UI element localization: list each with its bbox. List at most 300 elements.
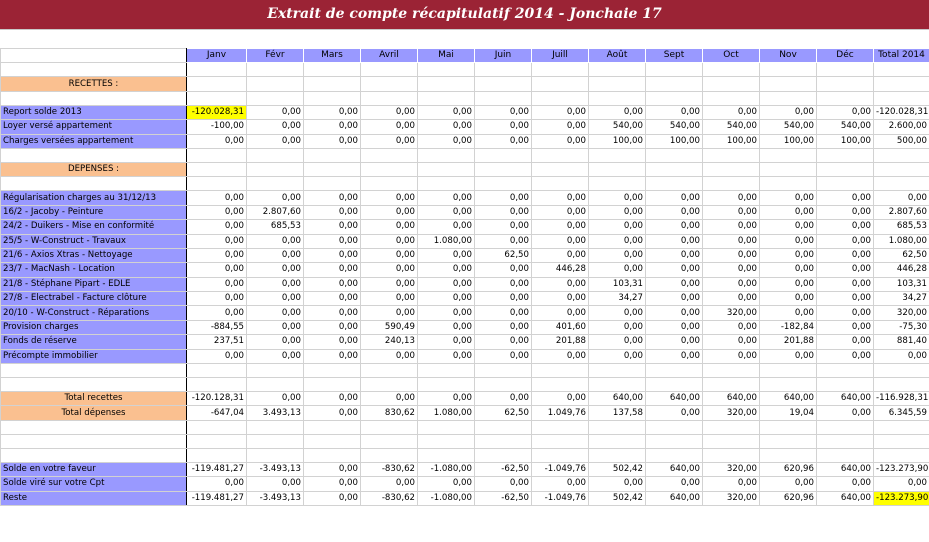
- value-cell[interactable]: 0,00: [247, 134, 304, 148]
- value-cell[interactable]: 0,00: [646, 205, 703, 219]
- value-cell[interactable]: -120.028,31: [187, 105, 247, 119]
- value-cell[interactable]: 640,00: [646, 392, 703, 406]
- value-cell[interactable]: 0,00: [418, 320, 475, 334]
- blank-cell[interactable]: [703, 364, 760, 378]
- blank-cell[interactable]: [874, 77, 929, 91]
- value-cell[interactable]: 0,00: [304, 349, 361, 363]
- value-cell[interactable]: 320,00: [703, 462, 760, 476]
- value-cell[interactable]: 201,88: [532, 335, 589, 349]
- value-cell[interactable]: 0,00: [361, 120, 418, 134]
- value-cell[interactable]: 0,00: [817, 320, 874, 334]
- blank-cell[interactable]: [589, 434, 646, 448]
- value-cell[interactable]: 0,00: [475, 320, 532, 334]
- value-cell[interactable]: 0,00: [418, 205, 475, 219]
- value-cell[interactable]: 62,50: [874, 248, 929, 262]
- blank-cell[interactable]: [817, 77, 874, 91]
- blank-cell[interactable]: [532, 364, 589, 378]
- value-cell[interactable]: 640,00: [589, 392, 646, 406]
- value-cell[interactable]: 0,00: [304, 335, 361, 349]
- value-cell[interactable]: -75,30: [874, 320, 929, 334]
- value-cell[interactable]: 0,00: [304, 191, 361, 205]
- value-cell[interactable]: 640,00: [703, 392, 760, 406]
- blank-cell[interactable]: [532, 162, 589, 176]
- row-label[interactable]: Total recettes: [1, 392, 187, 406]
- value-cell[interactable]: 0,00: [532, 134, 589, 148]
- blank-cell[interactable]: [475, 364, 532, 378]
- month-header-9[interactable]: Sept: [646, 49, 703, 63]
- value-cell[interactable]: 0,00: [418, 105, 475, 119]
- blank-cell[interactable]: [589, 91, 646, 105]
- blank-cell[interactable]: [646, 434, 703, 448]
- value-cell[interactable]: 0,00: [475, 277, 532, 291]
- value-cell[interactable]: 0,00: [703, 477, 760, 491]
- value-cell[interactable]: 0,00: [304, 134, 361, 148]
- value-cell[interactable]: 540,00: [589, 120, 646, 134]
- value-cell[interactable]: 0,00: [817, 292, 874, 306]
- blank-cell[interactable]: [475, 148, 532, 162]
- value-cell[interactable]: -884,55: [187, 320, 247, 334]
- value-cell[interactable]: 502,42: [589, 462, 646, 476]
- value-cell[interactable]: 446,28: [532, 263, 589, 277]
- blank-cell[interactable]: [760, 77, 817, 91]
- value-cell[interactable]: -1.049,76: [532, 462, 589, 476]
- blank-cell[interactable]: [475, 177, 532, 191]
- value-cell[interactable]: 0,00: [703, 191, 760, 205]
- row-label[interactable]: 21/8 - Stéphane Pipart - EDLE: [1, 277, 187, 291]
- value-cell[interactable]: 0,00: [589, 191, 646, 205]
- value-cell[interactable]: 0,00: [247, 392, 304, 406]
- blank-cell[interactable]: [1, 177, 187, 191]
- blank-cell[interactable]: [247, 63, 304, 77]
- blank-cell[interactable]: [760, 63, 817, 77]
- value-cell[interactable]: -3.493,13: [247, 491, 304, 505]
- row-label[interactable]: 16/2 - Jacoby - Peinture: [1, 205, 187, 219]
- blank-cell[interactable]: [1, 378, 187, 392]
- blank-cell[interactable]: [361, 448, 418, 462]
- value-cell[interactable]: 0,00: [646, 234, 703, 248]
- value-cell[interactable]: 0,00: [589, 234, 646, 248]
- value-cell[interactable]: 590,49: [361, 320, 418, 334]
- blank-cell[interactable]: [760, 162, 817, 176]
- value-cell[interactable]: 0,00: [361, 105, 418, 119]
- blank-cell[interactable]: [1, 434, 187, 448]
- blank-cell[interactable]: [187, 77, 247, 91]
- value-cell[interactable]: 0,00: [817, 277, 874, 291]
- blank-cell[interactable]: [304, 448, 361, 462]
- row-label[interactable]: Loyer versé appartement: [1, 120, 187, 134]
- value-cell[interactable]: 0,00: [817, 205, 874, 219]
- value-cell[interactable]: 0,00: [703, 234, 760, 248]
- month-header-8[interactable]: Août: [589, 49, 646, 63]
- blank-cell[interactable]: [817, 63, 874, 77]
- value-cell[interactable]: 3.493,13: [247, 406, 304, 420]
- row-label[interactable]: Régularisation charges au 31/12/13: [1, 191, 187, 205]
- value-cell[interactable]: -182,84: [760, 320, 817, 334]
- blank-cell[interactable]: [646, 63, 703, 77]
- blank-cell[interactable]: [589, 378, 646, 392]
- row-label[interactable]: 21/6 - Axios Xtras - Nettoyage: [1, 248, 187, 262]
- value-cell[interactable]: 0,00: [304, 220, 361, 234]
- section-label[interactable]: DEPENSES :: [1, 162, 187, 176]
- value-cell[interactable]: 0,00: [703, 205, 760, 219]
- value-cell[interactable]: 0,00: [760, 105, 817, 119]
- value-cell[interactable]: 0,00: [703, 349, 760, 363]
- month-header-4[interactable]: Avril: [361, 49, 418, 63]
- value-cell[interactable]: 62,50: [475, 406, 532, 420]
- value-cell[interactable]: 0,00: [361, 234, 418, 248]
- blank-cell[interactable]: [475, 434, 532, 448]
- row-label[interactable]: Précompte immobilier: [1, 349, 187, 363]
- section-label[interactable]: RECETTES :: [1, 77, 187, 91]
- value-cell[interactable]: 0,00: [760, 477, 817, 491]
- value-cell[interactable]: 0,00: [247, 477, 304, 491]
- value-cell[interactable]: 0,00: [304, 248, 361, 262]
- value-cell[interactable]: -120.028,31: [874, 105, 929, 119]
- value-cell[interactable]: 0,00: [817, 406, 874, 420]
- value-cell[interactable]: 0,00: [304, 491, 361, 505]
- blank-cell[interactable]: [361, 378, 418, 392]
- blank-cell[interactable]: [304, 364, 361, 378]
- value-cell[interactable]: 0,00: [589, 263, 646, 277]
- blank-cell[interactable]: [532, 148, 589, 162]
- blank-cell[interactable]: [703, 434, 760, 448]
- value-cell[interactable]: 0,00: [703, 105, 760, 119]
- blank-cell[interactable]: [589, 177, 646, 191]
- blank-cell[interactable]: [475, 91, 532, 105]
- value-cell[interactable]: 640,00: [817, 392, 874, 406]
- blank-cell[interactable]: [703, 91, 760, 105]
- blank-cell[interactable]: [817, 148, 874, 162]
- row-label[interactable]: 25/5 - W-Construct - Travaux: [1, 234, 187, 248]
- value-cell[interactable]: -830,62: [361, 491, 418, 505]
- blank-cell[interactable]: [817, 364, 874, 378]
- blank-cell[interactable]: [817, 378, 874, 392]
- value-cell[interactable]: 0,00: [589, 320, 646, 334]
- blank-cell[interactable]: [418, 177, 475, 191]
- value-cell[interactable]: 446,28: [874, 263, 929, 277]
- value-cell[interactable]: -123.273,90: [874, 462, 929, 476]
- value-cell[interactable]: 0,00: [532, 349, 589, 363]
- value-cell[interactable]: 0,00: [532, 120, 589, 134]
- blank-cell[interactable]: [1, 148, 187, 162]
- value-cell[interactable]: 0,00: [703, 292, 760, 306]
- blank-cell[interactable]: [475, 378, 532, 392]
- blank-cell[interactable]: [703, 378, 760, 392]
- value-cell[interactable]: 0,00: [646, 306, 703, 320]
- month-header-11[interactable]: Nov: [760, 49, 817, 63]
- value-cell[interactable]: 0,00: [247, 292, 304, 306]
- value-cell[interactable]: 0,00: [760, 220, 817, 234]
- blank-cell[interactable]: [874, 148, 929, 162]
- blank-cell[interactable]: [1, 364, 187, 378]
- value-cell[interactable]: 0,00: [817, 191, 874, 205]
- blank-cell[interactable]: [1, 448, 187, 462]
- value-cell[interactable]: 0,00: [304, 263, 361, 277]
- blank-cell[interactable]: [361, 177, 418, 191]
- blank-cell[interactable]: [760, 91, 817, 105]
- value-cell[interactable]: 685,53: [247, 220, 304, 234]
- value-cell[interactable]: 0,00: [817, 220, 874, 234]
- value-cell[interactable]: 0,00: [475, 263, 532, 277]
- value-cell[interactable]: 0,00: [247, 277, 304, 291]
- blank-cell[interactable]: [817, 420, 874, 434]
- blank-cell[interactable]: [304, 77, 361, 91]
- value-cell[interactable]: 0,00: [304, 292, 361, 306]
- month-header-2[interactable]: Févr: [247, 49, 304, 63]
- blank-cell[interactable]: [247, 148, 304, 162]
- blank-cell[interactable]: [187, 91, 247, 105]
- value-cell[interactable]: 0,00: [646, 335, 703, 349]
- blank-cell[interactable]: [703, 148, 760, 162]
- value-cell[interactable]: 34,27: [874, 292, 929, 306]
- blank-cell[interactable]: [475, 420, 532, 434]
- value-cell[interactable]: 0,00: [475, 335, 532, 349]
- blank-cell[interactable]: [187, 448, 247, 462]
- blank-cell[interactable]: [703, 420, 760, 434]
- value-cell[interactable]: 0,00: [475, 191, 532, 205]
- blank-cell[interactable]: [532, 91, 589, 105]
- value-cell[interactable]: 103,31: [874, 277, 929, 291]
- blank-cell[interactable]: [532, 63, 589, 77]
- value-cell[interactable]: 0,00: [817, 306, 874, 320]
- month-header-13[interactable]: Total 2014: [874, 49, 929, 63]
- value-cell[interactable]: 0,00: [361, 392, 418, 406]
- value-cell[interactable]: -119.481,27: [187, 462, 247, 476]
- blank-cell[interactable]: [817, 91, 874, 105]
- blank-cell[interactable]: [187, 177, 247, 191]
- blank-cell[interactable]: [874, 364, 929, 378]
- value-cell[interactable]: 320,00: [703, 491, 760, 505]
- value-cell[interactable]: 0,00: [247, 335, 304, 349]
- value-cell[interactable]: 0,00: [589, 349, 646, 363]
- value-cell[interactable]: -116.928,31: [874, 392, 929, 406]
- row-label[interactable]: 24/2 - Duikers - Mise en conformité: [1, 220, 187, 234]
- blank-cell[interactable]: [874, 378, 929, 392]
- blank-cell[interactable]: [1, 91, 187, 105]
- blank-cell[interactable]: [187, 364, 247, 378]
- value-cell[interactable]: 0,00: [646, 220, 703, 234]
- value-cell[interactable]: 0,00: [646, 477, 703, 491]
- blank-cell[interactable]: [187, 434, 247, 448]
- row-label[interactable]: Provision charges: [1, 320, 187, 334]
- blank-cell[interactable]: [589, 148, 646, 162]
- value-cell[interactable]: 0,00: [418, 292, 475, 306]
- blank-cell[interactable]: [646, 91, 703, 105]
- value-cell[interactable]: 34,27: [589, 292, 646, 306]
- blank-cell[interactable]: [418, 77, 475, 91]
- blank-cell[interactable]: [589, 364, 646, 378]
- month-header-5[interactable]: Mai: [418, 49, 475, 63]
- value-cell[interactable]: 0,00: [304, 320, 361, 334]
- value-cell[interactable]: -1.080,00: [418, 462, 475, 476]
- blank-cell[interactable]: [247, 77, 304, 91]
- value-cell[interactable]: 2.807,60: [874, 205, 929, 219]
- value-cell[interactable]: 1.049,76: [532, 406, 589, 420]
- value-cell[interactable]: 0,00: [361, 220, 418, 234]
- blank-cell[interactable]: [589, 162, 646, 176]
- blank-cell[interactable]: [874, 177, 929, 191]
- value-cell[interactable]: 0,00: [703, 263, 760, 277]
- value-cell[interactable]: 0,00: [646, 320, 703, 334]
- blank-cell[interactable]: [418, 91, 475, 105]
- value-cell[interactable]: 0,00: [475, 234, 532, 248]
- value-cell[interactable]: 0,00: [187, 263, 247, 277]
- blank-cell[interactable]: [304, 91, 361, 105]
- value-cell[interactable]: 0,00: [418, 191, 475, 205]
- value-cell[interactable]: 0,00: [532, 292, 589, 306]
- row-label[interactable]: Fonds de réserve: [1, 335, 187, 349]
- value-cell[interactable]: 0,00: [361, 248, 418, 262]
- value-cell[interactable]: 0,00: [760, 234, 817, 248]
- value-cell[interactable]: 0,00: [475, 134, 532, 148]
- value-cell[interactable]: 0,00: [532, 392, 589, 406]
- value-cell[interactable]: -1.049,76: [532, 491, 589, 505]
- value-cell[interactable]: 320,00: [703, 406, 760, 420]
- value-cell[interactable]: 0,00: [646, 277, 703, 291]
- blank-cell[interactable]: [1, 63, 187, 77]
- value-cell[interactable]: 0,00: [703, 220, 760, 234]
- blank-cell[interactable]: [874, 63, 929, 77]
- row-label[interactable]: 27/8 - Electrabel - Facture clôture: [1, 292, 187, 306]
- value-cell[interactable]: 100,00: [646, 134, 703, 148]
- blank-cell[interactable]: [817, 434, 874, 448]
- blank-cell[interactable]: [646, 420, 703, 434]
- value-cell[interactable]: 0,00: [475, 292, 532, 306]
- value-cell[interactable]: -62,50: [475, 491, 532, 505]
- row-label[interactable]: Total dépenses: [1, 406, 187, 420]
- row-label[interactable]: Solde viré sur votre Cpt: [1, 477, 187, 491]
- value-cell[interactable]: 0,00: [247, 320, 304, 334]
- value-cell[interactable]: 0,00: [760, 349, 817, 363]
- blank-cell[interactable]: [304, 420, 361, 434]
- value-cell[interactable]: 0,00: [646, 191, 703, 205]
- value-cell[interactable]: 881,40: [874, 335, 929, 349]
- value-cell[interactable]: 0,00: [817, 335, 874, 349]
- blank-cell[interactable]: [361, 434, 418, 448]
- value-cell[interactable]: 620,96: [760, 462, 817, 476]
- value-cell[interactable]: 0,00: [247, 306, 304, 320]
- blank-cell[interactable]: [532, 77, 589, 91]
- blank-cell[interactable]: [304, 162, 361, 176]
- blank-cell[interactable]: [760, 364, 817, 378]
- blank-cell[interactable]: [361, 77, 418, 91]
- blank-cell[interactable]: [247, 177, 304, 191]
- value-cell[interactable]: 0,00: [760, 205, 817, 219]
- value-cell[interactable]: 0,00: [304, 277, 361, 291]
- value-cell[interactable]: 0,00: [418, 220, 475, 234]
- blank-cell[interactable]: [304, 378, 361, 392]
- blank-cell[interactable]: [760, 148, 817, 162]
- blank-cell[interactable]: [817, 177, 874, 191]
- blank-cell[interactable]: [247, 434, 304, 448]
- value-cell[interactable]: 0,00: [418, 349, 475, 363]
- value-cell[interactable]: -119.481,27: [187, 491, 247, 505]
- blank-cell[interactable]: [418, 148, 475, 162]
- blank-cell[interactable]: [361, 148, 418, 162]
- row-label[interactable]: Solde en votre faveur: [1, 462, 187, 476]
- value-cell[interactable]: 0,00: [361, 205, 418, 219]
- month-header-7[interactable]: Juill: [532, 49, 589, 63]
- header-label-cell[interactable]: [1, 49, 187, 63]
- value-cell[interactable]: 640,00: [817, 491, 874, 505]
- value-cell[interactable]: 0,00: [646, 248, 703, 262]
- blank-cell[interactable]: [760, 434, 817, 448]
- month-header-6[interactable]: Juin: [475, 49, 532, 63]
- value-cell[interactable]: 502,42: [589, 491, 646, 505]
- blank-cell[interactable]: [646, 364, 703, 378]
- blank-cell[interactable]: [247, 364, 304, 378]
- blank-cell[interactable]: [247, 378, 304, 392]
- value-cell[interactable]: 0,00: [187, 306, 247, 320]
- value-cell[interactable]: 0,00: [532, 477, 589, 491]
- value-cell[interactable]: 0,00: [187, 220, 247, 234]
- month-header-3[interactable]: Mars: [304, 49, 361, 63]
- value-cell[interactable]: 0,00: [760, 292, 817, 306]
- value-cell[interactable]: 0,00: [475, 205, 532, 219]
- blank-cell[interactable]: [304, 434, 361, 448]
- value-cell[interactable]: 137,58: [589, 406, 646, 420]
- value-cell[interactable]: 0,00: [475, 392, 532, 406]
- blank-cell[interactable]: [874, 420, 929, 434]
- value-cell[interactable]: 0,00: [532, 105, 589, 119]
- value-cell[interactable]: 0,00: [760, 248, 817, 262]
- value-cell[interactable]: 19,04: [760, 406, 817, 420]
- value-cell[interactable]: 0,00: [187, 191, 247, 205]
- value-cell[interactable]: 0,00: [187, 292, 247, 306]
- blank-cell[interactable]: [646, 148, 703, 162]
- value-cell[interactable]: 0,00: [418, 277, 475, 291]
- blank-cell[interactable]: [418, 364, 475, 378]
- value-cell[interactable]: 0,00: [187, 248, 247, 262]
- value-cell[interactable]: 0,00: [532, 205, 589, 219]
- value-cell[interactable]: 320,00: [703, 306, 760, 320]
- value-cell[interactable]: 540,00: [760, 120, 817, 134]
- blank-cell[interactable]: [646, 177, 703, 191]
- value-cell[interactable]: 0,00: [247, 248, 304, 262]
- value-cell[interactable]: 0,00: [760, 306, 817, 320]
- row-label[interactable]: 20/10 - W-Construct - Réparations: [1, 306, 187, 320]
- value-cell[interactable]: 320,00: [874, 306, 929, 320]
- value-cell[interactable]: 500,00: [874, 134, 929, 148]
- value-cell[interactable]: 0,00: [589, 205, 646, 219]
- blank-cell[interactable]: [874, 434, 929, 448]
- value-cell[interactable]: 0,00: [817, 248, 874, 262]
- row-label[interactable]: Charges versées appartement: [1, 134, 187, 148]
- blank-cell[interactable]: [187, 420, 247, 434]
- value-cell[interactable]: 540,00: [703, 120, 760, 134]
- blank-cell[interactable]: [187, 378, 247, 392]
- blank-cell[interactable]: [304, 148, 361, 162]
- value-cell[interactable]: 0,00: [589, 335, 646, 349]
- value-cell[interactable]: 0,00: [817, 105, 874, 119]
- value-cell[interactable]: 0,00: [247, 105, 304, 119]
- value-cell[interactable]: 237,51: [187, 335, 247, 349]
- value-cell[interactable]: 1.080,00: [874, 234, 929, 248]
- value-cell[interactable]: 0,00: [703, 320, 760, 334]
- value-cell[interactable]: 0,00: [361, 134, 418, 148]
- value-cell[interactable]: 401,60: [532, 320, 589, 334]
- value-cell[interactable]: 103,31: [589, 277, 646, 291]
- value-cell[interactable]: 0,00: [589, 306, 646, 320]
- value-cell[interactable]: 620,96: [760, 491, 817, 505]
- blank-cell[interactable]: [187, 148, 247, 162]
- blank-cell[interactable]: [361, 63, 418, 77]
- value-cell[interactable]: 0,00: [247, 234, 304, 248]
- value-cell[interactable]: 640,00: [646, 462, 703, 476]
- value-cell[interactable]: 240,13: [361, 335, 418, 349]
- blank-cell[interactable]: [703, 162, 760, 176]
- blank-cell[interactable]: [589, 448, 646, 462]
